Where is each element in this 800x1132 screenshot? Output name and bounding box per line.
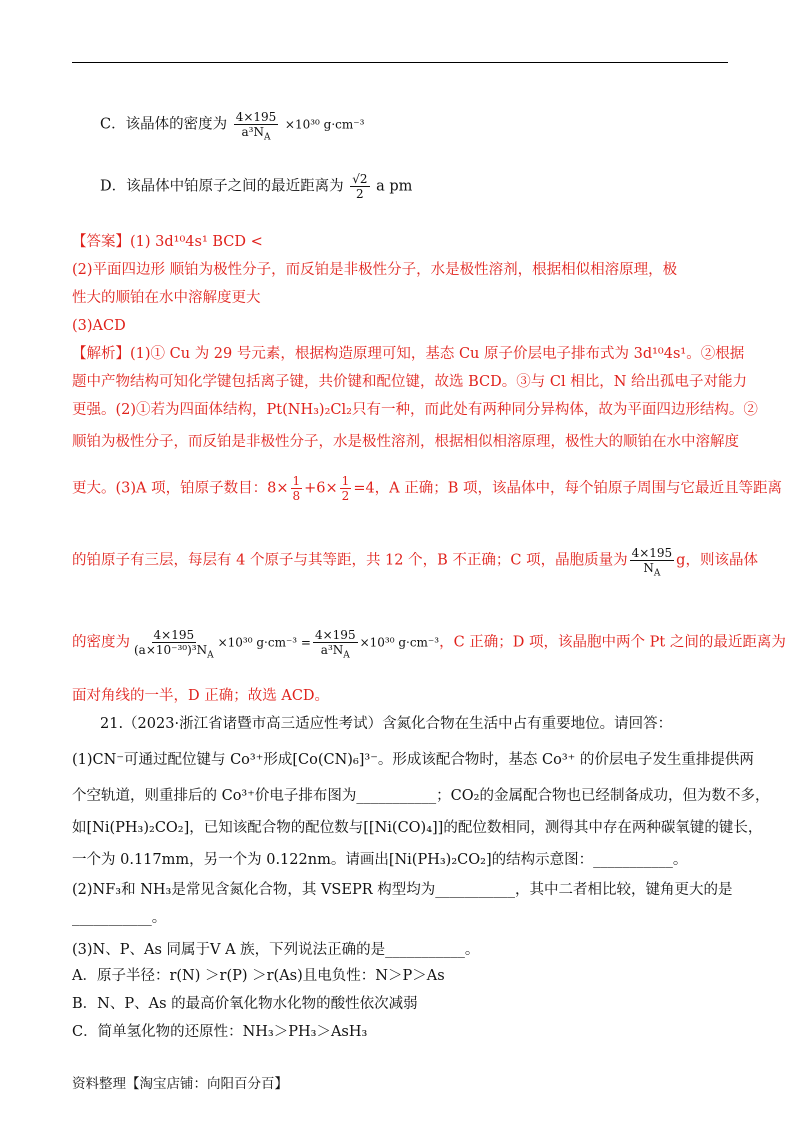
analysis-line-5-a: 更大。(3)A 项，铂原子数目：8×: [72, 480, 289, 497]
option-d: [100, 172, 760, 201]
analysis-line-6: [72, 546, 758, 579]
question-21-line-2: (1)CN⁻可通过配位键与 Co³⁺形成[Co(CN)₆]³⁻。形成该配合物时，基态 Co³⁺ 的价层电子发生重排提供两: [72, 752, 754, 768]
fraction-denominator: 2: [356, 187, 364, 201]
answer-line-4: (3)ACD: [72, 318, 126, 334]
question-21-line-8: (3)N、P、As 同属于Ⅴ A 族，下列说法正确的是___________。: [72, 942, 480, 958]
density-mid: ×10³⁰ g·cm⁻³ =: [217, 635, 311, 650]
fraction-numerator: 1: [292, 474, 301, 488]
analysis-line-6-b: g，则该晶体: [676, 552, 758, 569]
analysis-line-5: [72, 474, 783, 503]
fraction-numerator: 4×195: [153, 628, 195, 642]
fraction-numerator: 4×195: [631, 546, 673, 560]
fraction-denominator: (a×10⁻³⁰)³N: [134, 643, 208, 657]
analysis-line-7-c: ，C 正确；D 项，该晶胞中两个 Pt 之间的最近距离为: [439, 634, 786, 651]
fraction-sub: A: [343, 650, 350, 661]
question-21-line-5: 一个为 0.117mm，另一个为 0.122nm。请画出[Ni(PH₃)₂CO₂]的结构示意图：___________。: [72, 852, 688, 868]
question-21-line-3: 个空轨道，则重排后的 Co³⁺价电子排布图为___________；CO₂的金属配合物也已经制备成功，但为数不多，: [72, 788, 770, 804]
analysis-line-5-c: =4，A 正确；B 项，该晶体中，每个铂原子周围与它最近且等距离: [353, 480, 783, 497]
fraction-numerator: √2: [352, 172, 368, 186]
option-c-text: C．该晶体的密度为: [100, 116, 228, 133]
fraction-sub: A: [263, 132, 271, 143]
analysis-line-7-a: 的密度为: [72, 634, 130, 651]
question-21-option-b: B．N、P、As 的最高价氧化物水化物的酸性依次减弱: [72, 996, 418, 1012]
fraction-numerator: 1: [341, 474, 350, 488]
question-21-line-7: ___________。: [72, 910, 167, 926]
fraction-denominator: a³N: [320, 643, 344, 657]
option-d-suffix: a pm: [376, 178, 413, 195]
fraction-numerator: 4×195: [314, 628, 356, 642]
analysis-line-6-a: 的铂原子有三层，每层有 4 个原子与其等距，共 12 个，B 不正确；C 项，晶胞质量为: [72, 552, 628, 569]
density-fraction-2: [313, 628, 358, 661]
answer-line-3: 性大的顺铂在水中溶解度更大: [72, 290, 261, 306]
fraction-numerator: 4×195: [235, 110, 277, 124]
analysis-line-8: 面对角线的一半，D 正确；故选 ACD。: [72, 688, 330, 704]
question-21-line-1: 21.（2023·浙江省诸暨市高三适应性考试）含氮化合物在生活中占有重要地位。请回答：: [100, 716, 673, 732]
density-unit: ×10³⁰ g·cm⁻³: [359, 635, 440, 650]
analysis-line-5-b: +6×: [304, 480, 338, 497]
unit-cell-mass-fraction: [630, 546, 675, 579]
analysis-line-4: 顺铂为极性分子，而反铂是非极性分子，水是极性溶剂，根据相似相溶原理，极性大的顺铂在水中溶解度: [72, 434, 739, 450]
density-fraction-1: [132, 628, 216, 661]
header-rule: [72, 62, 728, 63]
option-d-fraction: [350, 172, 369, 201]
fraction-one-eighth: [291, 474, 303, 503]
fraction-one-half: [340, 474, 352, 503]
fraction-denominator: 2: [341, 489, 350, 503]
option-c: [100, 110, 760, 143]
option-d-text: D．该晶体中铂原子之间的最近距离为: [100, 178, 344, 195]
fraction-denominator: 8: [292, 489, 301, 503]
question-21-option-c: C．简单氢化物的还原性：NH₃＞PH₃＞AsH₃: [72, 1024, 368, 1040]
fraction-denominator: a³N: [241, 125, 264, 139]
analysis-line-3: 更强。(2)①若为四面体结构，Pt(NH₃)₂Cl₂只有一种，而此处有两种同分异构体，故为平面四边形结构。②: [72, 402, 758, 418]
answer-line-2: (2)平面四边形 顺铂为极性分子，而反铂是非极性分子，水是极性溶剂，根据相似相溶原理，极: [72, 262, 678, 278]
footer-credit: 资料整理【淘宝店铺：向阳百分百】: [72, 1076, 288, 1092]
answer-line-1: 【答案】(1) 3d¹⁰4s¹ BCD <: [72, 234, 263, 250]
fraction-sub: A: [207, 650, 214, 661]
fraction-denominator: N: [643, 561, 654, 575]
question-21-option-a: A．原子半径：r(N) ＞r(P) ＞r(As)且电负性：N＞P＞As: [72, 968, 445, 984]
analysis-line-2: 题中产物结构可知化学键包括离子键，共价键和配位键，故选 BCD。③与 Cl 相比，N 给出孤电子对能力: [72, 374, 747, 390]
fraction-sub: A: [653, 568, 661, 579]
option-c-fraction: [234, 110, 279, 143]
question-21-line-6: (2)NF₃和 NH₃是常见含氮化合物，其 VSEPR 构型均为___________，其中二者相比较，键角更大的是: [72, 882, 733, 898]
question-21-line-4: 如[Ni(PH₃)₂CO₂]，已知该配合物的配位数与[[Ni(CO)₄]]的配位数相同，测得其中存在两种碳氧键的键长，: [72, 820, 763, 836]
option-c-suffix: ×10³⁰ g·cm⁻³: [284, 117, 365, 132]
analysis-line-1: 【解析】(1)① Cu 为 29 号元素，根据构造原理可知，基态 Cu 原子价层电子排布式为 3d¹⁰4s¹。②根据: [72, 346, 745, 362]
analysis-line-7: [72, 628, 786, 661]
